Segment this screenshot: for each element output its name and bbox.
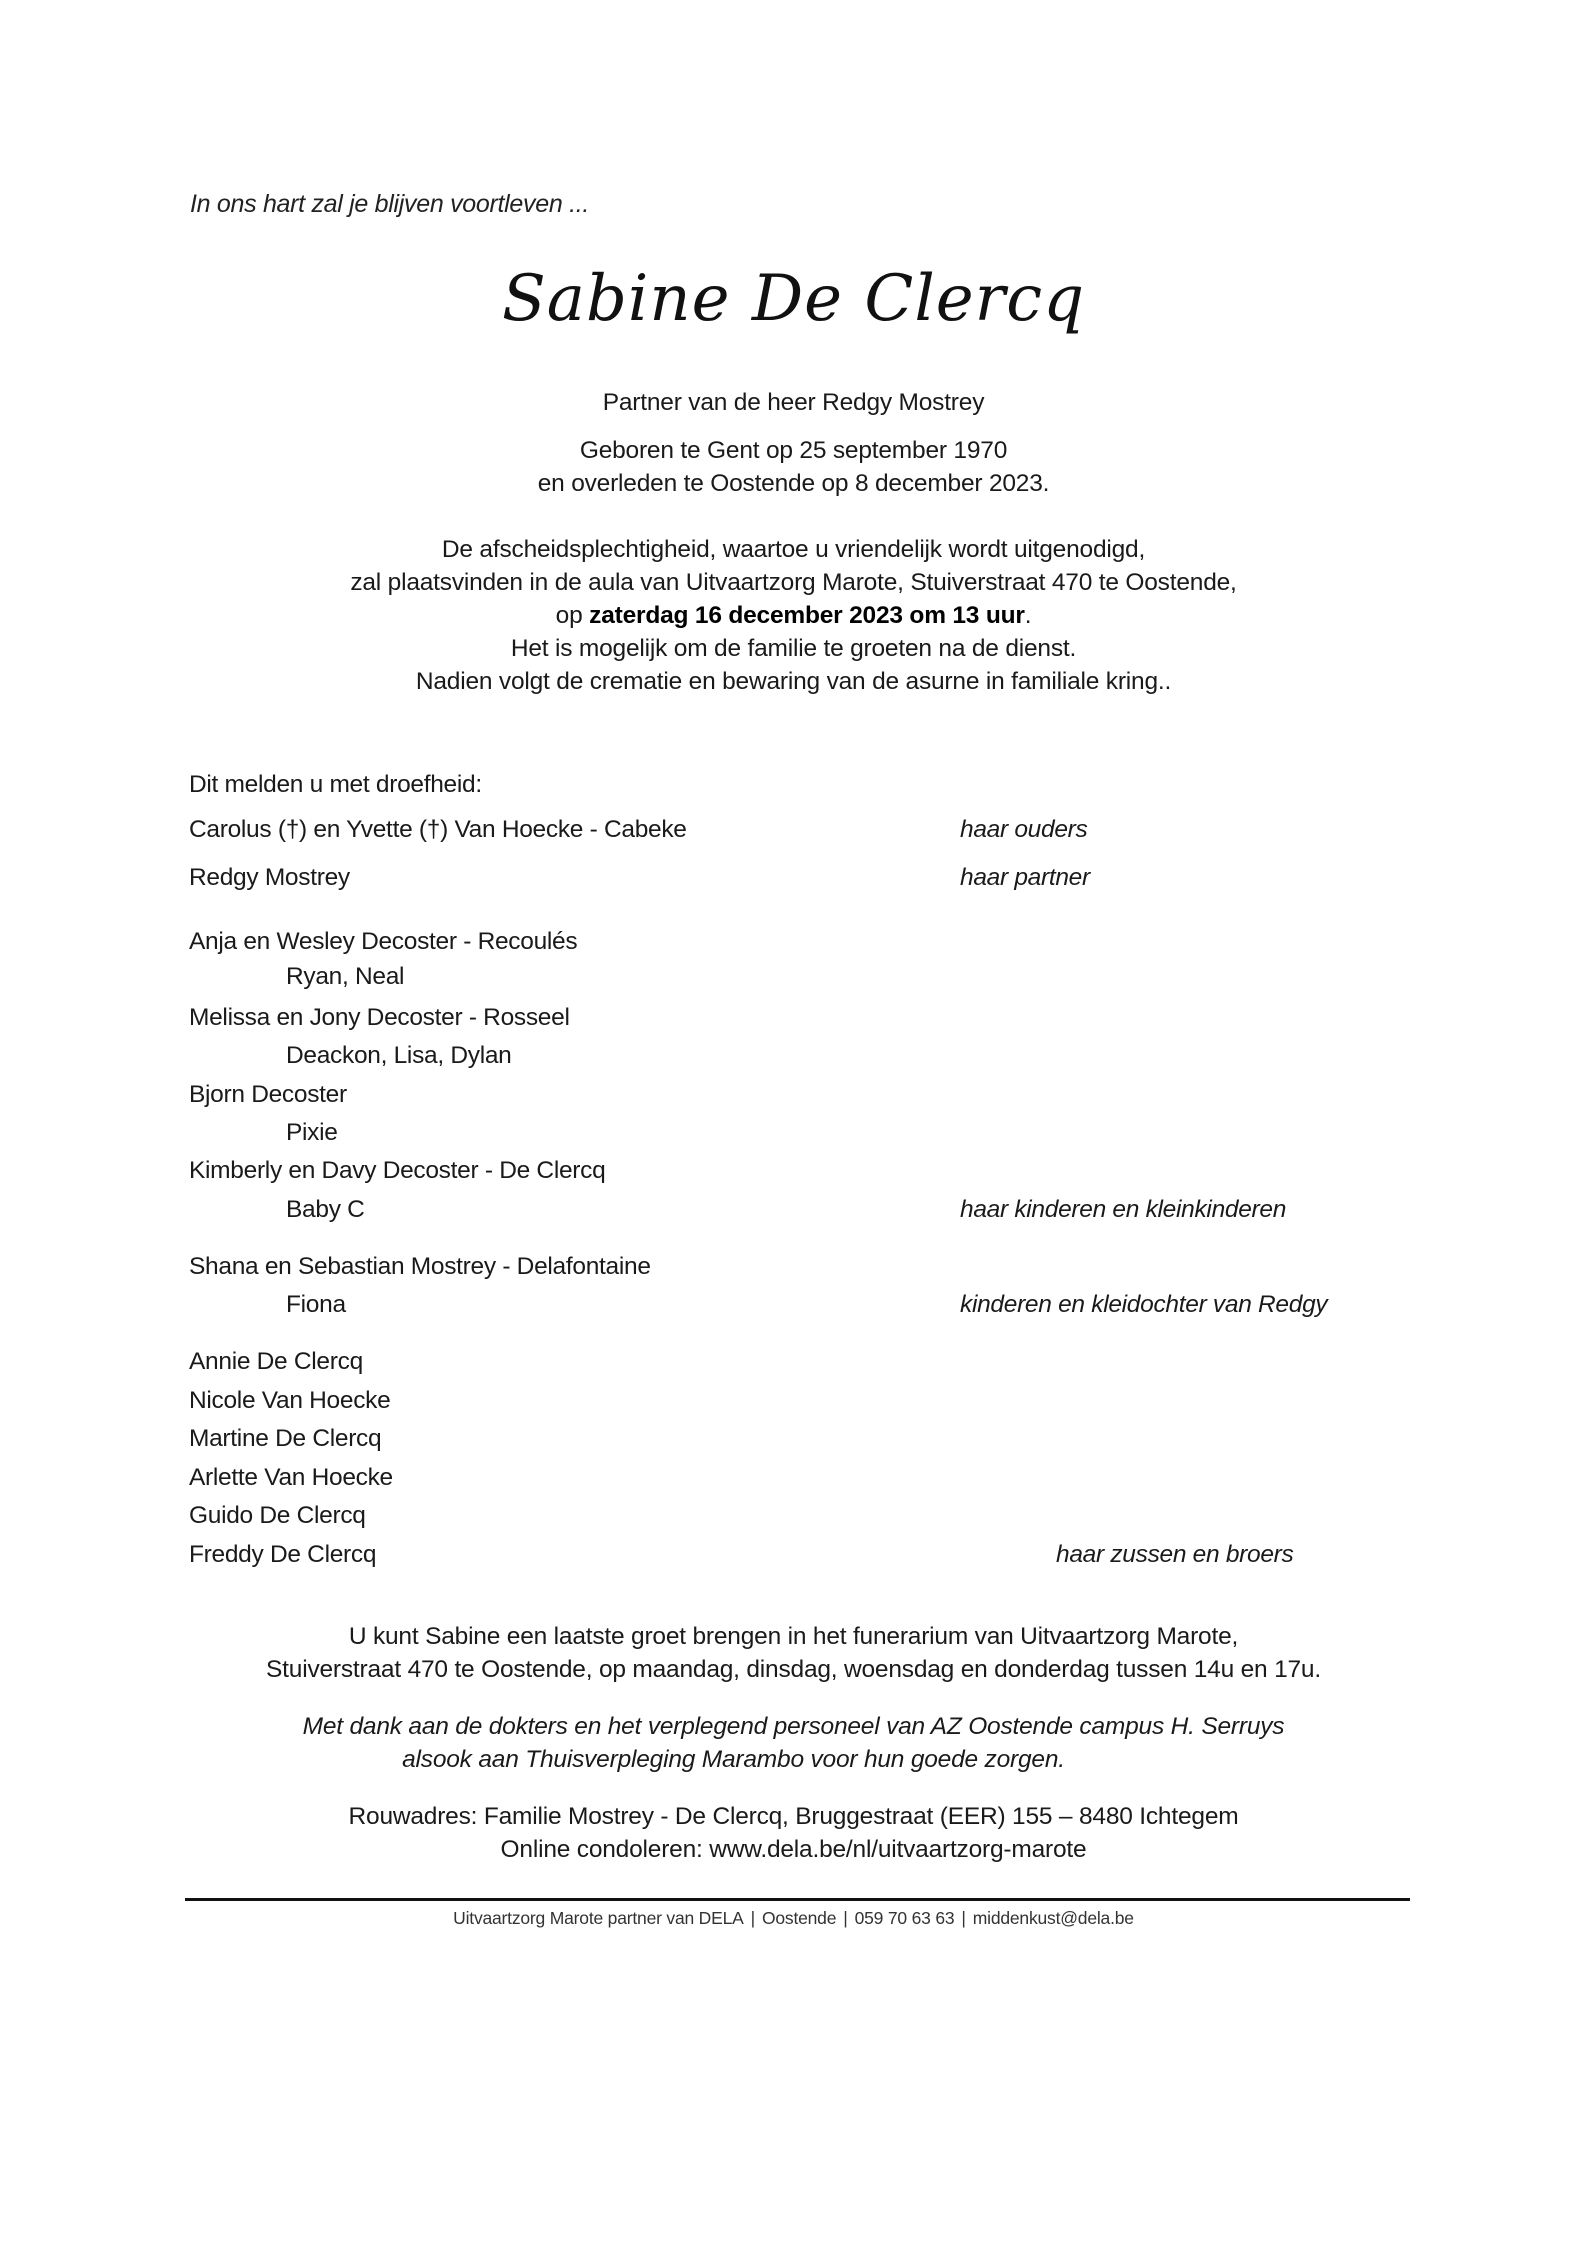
visitation-block: [0, 1620, 1587, 1686]
footer-company: Uitvaartzorg Marote partner van DELA: [453, 1908, 744, 1928]
footer-separator: |: [843, 1908, 848, 1928]
death-line: en overleden te Oostende op 8 december 2023.: [537, 470, 1050, 497]
ceremony-date: zaterdag 16 december 2023 om 13 uur: [589, 602, 1025, 629]
visitation-line-2: Stuiverstraat 470 te Oostende, op maandag, dinsdag, woensdag en donderdag tussen 14u en 17u.: [266, 1656, 1321, 1683]
ceremony-line-2: zal plaatsvinden in de aula van Uitvaartzorg Marote, Stuiverstraat 470 te Oostende,: [350, 569, 1237, 596]
ceremony-block: [0, 533, 1587, 698]
family-relation: haar zussen en broers: [1056, 1541, 1294, 1568]
thanks-line-2: alsook aan Thuisverpleging Marambo voor hun goede zorgen.: [402, 1746, 1065, 1773]
family-entry: Redgy Mostrey: [189, 864, 350, 891]
birth-death-block: [0, 434, 1587, 500]
birth-line: Geboren te Gent op 25 september 1970: [579, 437, 1008, 464]
footer-phone: 059 70 63 63: [854, 1908, 955, 1928]
partner-line: Partner van de heer Redgy Mostrey: [602, 389, 985, 416]
family-entry: Martine De Clercq: [189, 1425, 382, 1452]
deceased-name: Sabine De Clercq: [501, 262, 1086, 336]
footer-city: Oostende: [761, 1908, 837, 1928]
thanks-line-1: Met dank aan de dokters en het verplegend personeel van AZ Oostende campus H. Serruys: [302, 1713, 1285, 1740]
family-relation: haar kinderen en kleinkinderen: [960, 1196, 1287, 1223]
ceremony-date-suffix: .: [1024, 602, 1032, 629]
ceremony-line-1: De afscheidsplechtigheid, waartoe u vriendelijk wordt uitgenodigd,: [441, 536, 1146, 563]
family-entry: Nicole Van Hoecke: [189, 1387, 391, 1414]
family-entry-child: Baby C: [286, 1196, 365, 1223]
family-relation: haar partner: [960, 864, 1090, 891]
family-entry: Arlette Van Hoecke: [189, 1464, 393, 1491]
family-relation: kinderen en kleidochter van Redgy: [960, 1291, 1328, 1318]
family-entry: Annie De Clercq: [189, 1348, 363, 1375]
footer-divider: [185, 1898, 1410, 1901]
family-entry-child: Pixie: [286, 1119, 338, 1146]
online-condolence-link[interactable]: Online condoleren: www.dela.be/nl/uitvaartzorg-marote: [500, 1836, 1087, 1863]
family-entry: Kimberly en Davy Decoster - De Clercq: [189, 1157, 606, 1184]
footer-separator: |: [961, 1908, 966, 1928]
ceremony-date-prefix: op: [555, 602, 590, 629]
ceremony-line-5: Nadien volgt de crematie en bewaring van de asurne in familiale kring..: [415, 668, 1172, 695]
family-entry: Bjorn Decoster: [189, 1081, 347, 1108]
thanks-block: [0, 1710, 1587, 1776]
family-entry: Carolus (†) en Yvette (†) Van Hoecke - Cabeke: [189, 816, 687, 843]
family-entry-child: Ryan, Neal: [286, 963, 405, 990]
footer-separator: |: [750, 1908, 755, 1928]
family-entry-child: Fiona: [286, 1291, 346, 1318]
mourning-address: Rouwadres: Familie Mostrey - De Clercq, Bruggestraat (EER) 155 – 8480 Ichtegem: [348, 1803, 1239, 1830]
motto: In ons hart zal je blijven voortleven ...: [190, 190, 590, 218]
visitation-line-1: U kunt Sabine een laatste groet brengen in het funerarium van Uitvaartzorg Marote,: [348, 1623, 1239, 1650]
address-block: [0, 1800, 1587, 1866]
family-relation: haar ouders: [960, 816, 1088, 843]
family-entry: Anja en Wesley Decoster - Recoulés: [189, 928, 578, 955]
footer: [0, 1908, 1587, 1929]
family-entry-child: Deackon, Lisa, Dylan: [286, 1042, 512, 1069]
ceremony-line-3: [0, 599, 1587, 632]
family-entry: Guido De Clercq: [189, 1502, 366, 1529]
family-section-title: Dit melden u met droefheid:: [189, 771, 482, 798]
footer-email[interactable]: middenkust@dela.be: [972, 1908, 1134, 1928]
family-entry: Melissa en Jony Decoster - Rosseel: [189, 1004, 570, 1031]
family-entry: Shana en Sebastian Mostrey - Delafontaine: [189, 1253, 651, 1280]
ceremony-line-4: Het is mogelijk om de familie te groeten na de dienst.: [510, 635, 1077, 662]
family-entry: Freddy De Clercq: [189, 1541, 377, 1568]
